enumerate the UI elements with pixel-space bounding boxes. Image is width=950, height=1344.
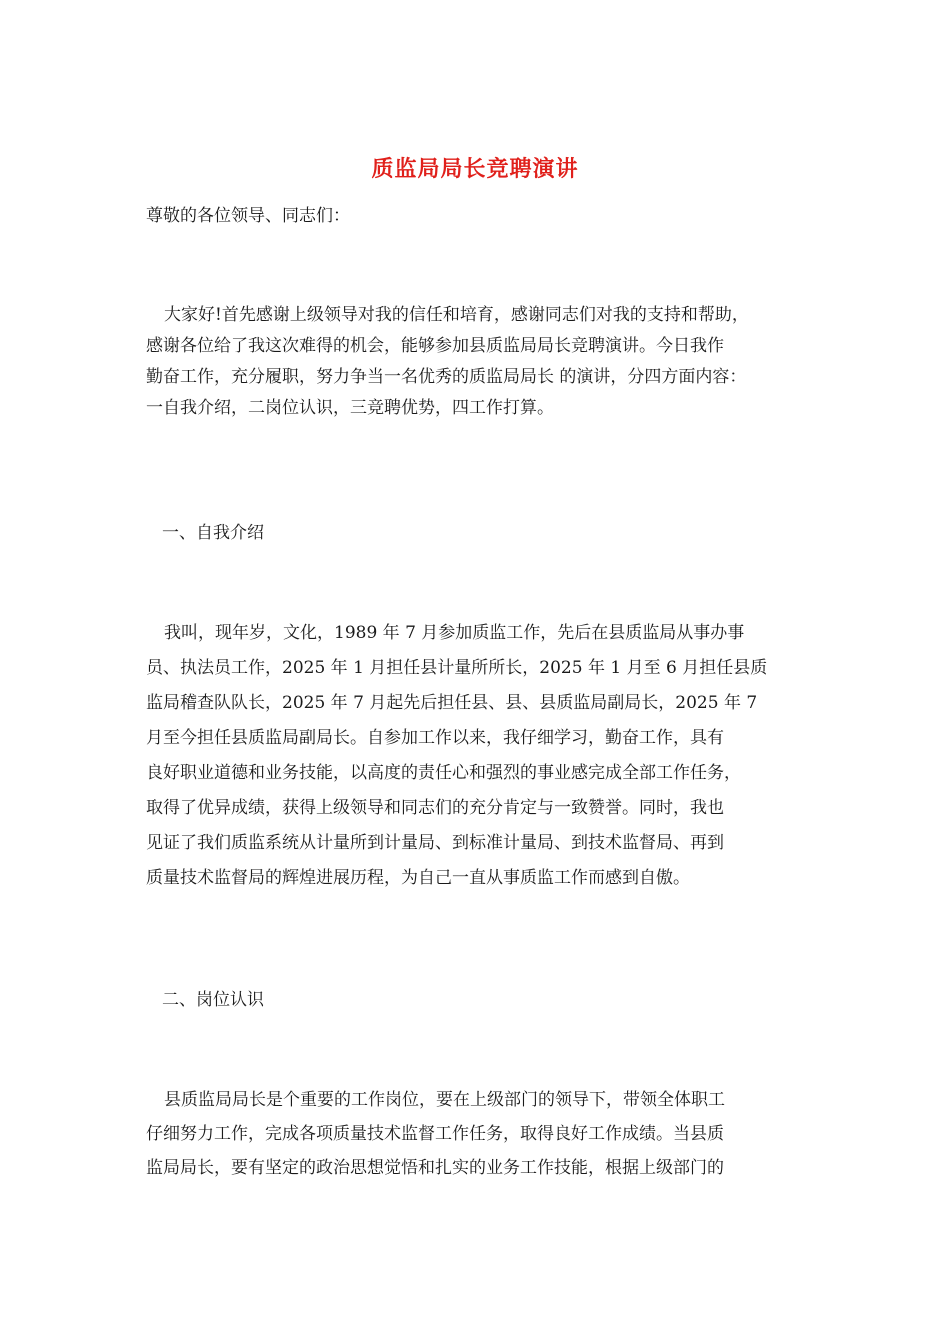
paragraph-line: 见证了我们质监系统从计量所到计量局、到标准计量局、到技术监督局、再到	[146, 833, 724, 853]
paragraph-line: 感谢各位给了我这次难得的机会，能够参加县质监局局长竞聘演讲。今日我作	[146, 336, 724, 356]
salutation: 尊敬的各位领导、同志们：	[146, 206, 350, 226]
paragraph-line: 取得了优异成绩，获得上级领导和同志们的充分肯定与一致赞誉。同时，我也	[146, 798, 724, 818]
paragraph-line: 县质监局局长是个重要的工作岗位，要在上级部门的领导下，带领全体职工	[164, 1090, 725, 1110]
section-heading-position: 二、岗位认识	[162, 990, 264, 1010]
paragraph-line: 月至今担任县质监局副局长。自参加工作以来，我仔细学习，勤奋工作，具有	[146, 728, 724, 748]
paragraph-line: 员、执法员工作，2025 年 1 月担任县计量所所长，2025 年 1 月至 6 月担任县质	[146, 658, 768, 678]
paragraph-line: 监局稽查队队长，2025 年 7 月起先后担任县、县、县质监局副局长，2025 年 7	[146, 693, 758, 713]
section-heading-self-intro: 一、自我介绍	[162, 523, 264, 543]
document-title: 质监局局长竞聘演讲	[371, 156, 579, 182]
paragraph-line: 仔细努力工作，完成各项质量技术监督工作任务，取得良好工作成绩。当县质	[146, 1124, 724, 1144]
paragraph-line: 大家好!首先感谢上级领导对我的信任和培育，感谢同志们对我的支持和帮助，	[164, 305, 749, 325]
paragraph-line: 一自我介绍，二岗位认识，三竞聘优势，四工作打算。	[146, 398, 554, 418]
paragraph-line: 良好职业道德和业务技能，以高度的责任心和强烈的事业感完成全部工作任务，	[146, 763, 741, 783]
position-paragraph	[146, 1083, 826, 1185]
self-intro-paragraph	[146, 616, 826, 896]
intro-paragraph	[146, 300, 826, 424]
paragraph-line: 质量技术监督局的辉煌进展历程，为自己一直从事质监工作而感到自傲。	[146, 868, 690, 888]
paragraph-line: 勤奋工作，充分履职，努力争当一名优秀的质监局局长 的演讲，分四方面内容：	[146, 367, 747, 387]
paragraph-line: 我叫，现年岁，文化，1989 年 7 月参加质监工作，先后在县质监局从事办事	[164, 623, 745, 643]
paragraph-line: 监局局长，要有坚定的政治思想觉悟和扎实的业务工作技能，根据上级部门的	[146, 1158, 724, 1178]
